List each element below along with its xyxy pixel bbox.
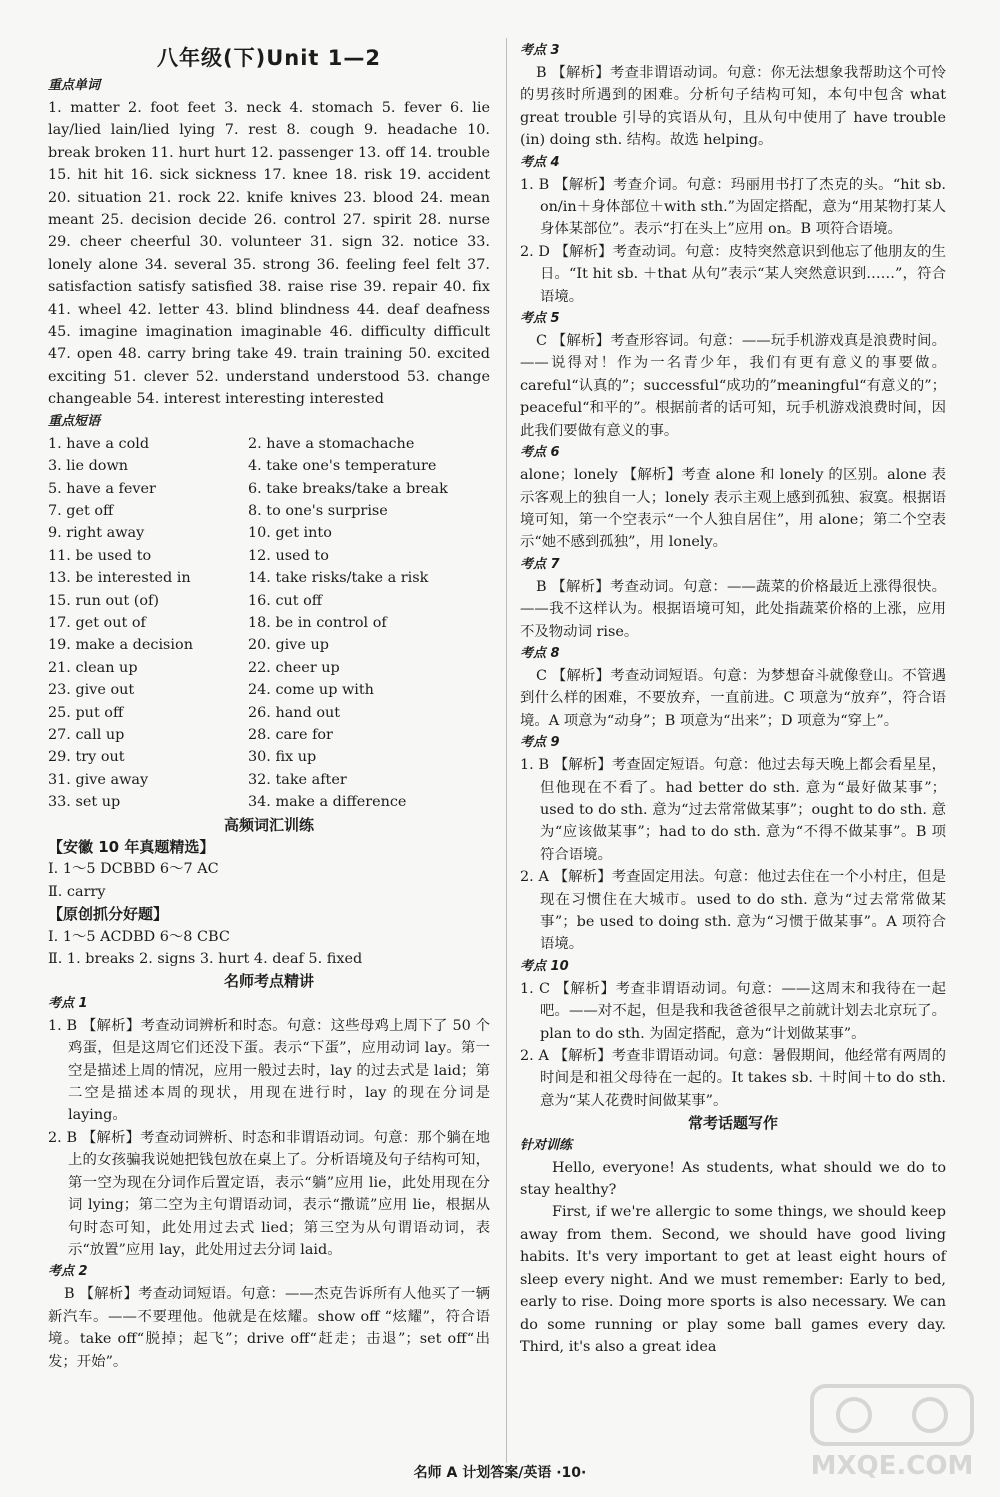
kp9-answer-2: 2. A 【解析】考查固定用法。句意：他过去住在一个小村庄，但是现在习惯住在大城市。used to do sth. 意为“过去常常做某事”；be used to doing sth. 意为“习惯于做某事”。A 项符合语境。 <box>520 869 946 953</box>
kp1-answer-2: 2. B 【解析】考查动词辨析、时态和非谓语动词。句意：那个躺在地上的女孩骗我说她把钱包放在桌上了。分析语境及句子结构可知，第一空为现在分词作后置定语，表示“躺”应用 lie，此处用现在分词 lying；第二空为主句谓语动词，表示“撒谎”应用 lie，根据从句时态可知，此处用过去式 lied；第三空为从句谓语动词，表示“放置”应用 lay，此处用过去分词 laid。 <box>48 1129 490 1258</box>
phrase-item: 23. give out <box>48 682 135 699</box>
page-title: 八年级(下)Unit 1—2 <box>157 46 381 70</box>
kp1-heading: 考点 1 <box>48 995 88 1011</box>
kp2-answer: B 【解析】考查动词短语。句意：——杰克告诉所有人他买了一辆新汽车。——不要理他。他就是在炫耀。show off “炫耀”，符合语境。take off“脱掉；起飞”；drive off“赶走；击退”；set off“出发；开始”。 <box>48 1286 490 1370</box>
watermark-logo <box>802 1378 982 1488</box>
kp7-heading: 考点 7 <box>520 556 560 572</box>
phrase-item: 24. come up with <box>248 682 374 699</box>
kp2-heading: 考点 2 <box>48 1264 88 1280</box>
kp10-answer-1: 1. C 【解析】考查非谓语动词。句意：——这周末和我待在一起吧。——对不起，但是我和我爸爸很早之前就计划去北京玩了。plan to do sth. 为固定搭配，意为“计划做某事”。 <box>520 980 946 1042</box>
phrase-item: 22. cheer up <box>248 659 340 676</box>
phrase-item: 2. have a stomachache <box>248 435 415 452</box>
column-divider <box>506 38 507 1463</box>
kp6-answer: alone；lonely 【解析】考查 alone 和 lonely 的区别。alone 表示客观上的独自一人；lonely 表示主观上感到孤独、寂寞。根据语境可知，第一个空表示“一个人独自居住”，用 alone；第二个空表示“她不感到孤独”，用 lonely。 <box>520 467 946 551</box>
watermark-text: MXQE.COM <box>810 1451 974 1481</box>
phrase-item: 16. cut off <box>248 592 323 609</box>
anhui-answer-2: Ⅱ. carry <box>48 883 106 900</box>
kp9-heading: 考点 9 <box>520 735 560 751</box>
phrase-item: 34. make a difference <box>248 794 407 811</box>
phrase-item: 9. right away <box>48 525 145 542</box>
kp9-answer-1: 1. B 【解析】考查固定短语。句意：他过去每天晚上都会看星星，但他现在不看了。had better do sth. 意为“最好做某事”；used to do sth. 意为“过去常常做某事”；ought to do sth. 意为“应该做某事”；had to do sth. 意为“不得不做某事”。B 项符合语境。 <box>520 757 946 863</box>
phrase-item: 4. take one's temperature <box>248 458 437 475</box>
phrase-item: 28. care for <box>248 726 333 743</box>
phrase-item: 13. be interested in <box>48 570 191 587</box>
orig-answer-1: Ⅰ. 1～5 ACDBD 6～8 CBC <box>48 928 230 945</box>
anhui-answer-1: Ⅰ. 1～5 DCBBD 6～7 AC <box>48 861 219 878</box>
vocab-text: 1. matter 2. foot feet 3. neck 4. stomach 5. fever 6. lie lay/lied lain/lied lying 7. rest 8. cough 9. headache 10. break broken 11. hurt hurt 12. passenger 13. off 14. trouble 15. hit hit 16. sick sickness 17. knee 18. risk 19. accident 20. situation 21. rock 22. knife knives 23. blood 24. mean meant 25. decision decide 26. control 27. spirit 28. nurse 29. cheer cheerful 30. volunteer 31. sign 32. notice 33. lonely alone 34. several 35. strong 36. feeling feel felt 37. satisfaction satisfy satisfied 38. raise rise 39. repair 40. fix 41. wheel 42. letter 43. blind blindness 44. deaf deafness 45. imagine imagination imaginable 46. difficulty difficult 47. open 48. carry bring take 49. train training 50. excited exciting 51. clever 52. understand understood 53. change changeable 54. interest interesting interested <box>48 100 490 408</box>
kp4-heading: 考点 4 <box>520 154 560 170</box>
phrase-item: 10. get into <box>248 525 332 542</box>
essay-paragraph-1: Hello, everyone! As students, what should we do to stay healthy? <box>520 1159 946 1199</box>
phrase-item: 17. get out of <box>48 614 146 631</box>
kp8-answer: C 【解析】考查动词短语。句意：为梦想奋斗就像登山。不管遇到什么样的困难，不要放弃，一直前进。C 项意为“放弃”，符合语境。A 项意为“动身”；B 项意为“出来”；D 项意为“穿上”。 <box>520 667 946 729</box>
kp6-heading: 考点 6 <box>520 445 560 461</box>
phrase-item: 19. make a decision <box>48 637 193 654</box>
right-column <box>520 40 946 1358</box>
phrase-item: 1. have a cold <box>48 435 150 452</box>
phrase-item: 7. get off <box>48 502 114 519</box>
phrase-item: 5. have a fever <box>48 480 156 497</box>
phrase-item: 18. be in control of <box>248 614 387 631</box>
phrase-item: 29. try out <box>48 749 125 766</box>
phrase-item: 15. run out (of) <box>48 592 159 609</box>
phrase-heading: 重点短语 <box>48 413 101 429</box>
phrase-item: 6. take breaks/take a break <box>248 480 448 497</box>
phrase-item: 33. set up <box>48 794 121 811</box>
left-column <box>48 42 490 1373</box>
phrase-item: 21. clean up <box>48 659 138 676</box>
phrase-item: 25. put off <box>48 704 124 721</box>
kp3-answer: B 【解析】考查非谓语动词。句意：你无法想象我帮助这个可怜的男孩时所遇到的困难。分析句子结构可知，本句中包含 what great trouble 引导的宾语从句，且从句中使用了 have trouble (in) doing sth. 结构。故选 helping。 <box>520 65 946 149</box>
phrase-item: 20. give up <box>248 637 329 654</box>
training-heading: 针对训练 <box>520 1137 573 1153</box>
phrase-item: 14. take risks/take a risk <box>248 570 429 587</box>
vocab-heading: 重点单词 <box>48 78 101 93</box>
essay-paragraph-2: First, if we're allergic to some things, we should keep away from them. Second, we should have good living habits. It's very important to get at least eight hours of sleep every night. And we must remember: Early to bed, early to rise. Doing more sports is also necessary. We can do some running or play some ball games every day. Third, it's also a great idea <box>520 1204 946 1355</box>
anhui-heading: 【安徽 10 年真题精选】 <box>48 838 215 856</box>
teacher-heading: 名师考点精讲 <box>223 972 314 991</box>
kp5-answer: C 【解析】考查形容词。句意：——玩手机游戏真是浪费时间。——说得对！作为一名青少年，我们有更有意义的事要做。careful“认真的”；successful“成功的”meaningful“有意义的”；peaceful“和平的”。根据前者的话可知，玩手机游戏浪费时间，因此我们要做有意义的事。 <box>520 333 946 439</box>
phrase-item: 26. hand out <box>248 704 341 721</box>
kp5-heading: 考点 5 <box>520 311 560 327</box>
kp10-answer-2: 2. A 【解析】考查非谓语动词。句意：暑假期间，他经常有两周的时间是和祖父母待在一起的。It takes sb. ＋时间＋to do sth. 意为“某人花费时间做某事”。 <box>520 1048 946 1109</box>
kp4-answer-2: 2. D 【解析】考查动词。句意：皮特突然意识到他忘了他朋友的生日。“It hit sb. ＋that 从句”表示“某人突然意识到……”，符合语境。 <box>520 243 946 305</box>
phrase-item: 27. call up <box>48 726 125 743</box>
kp7-answer: B 【解析】考查动词。句意：——蔬菜的价格最近上涨得很快。——我不这样认为。根据语境可知，此处指蔬菜价格的上涨，应用不及物动词 rise。 <box>520 578 946 640</box>
phrase-item: 8. to one's surprise <box>248 502 388 519</box>
kp3-heading: 考点 3 <box>520 43 560 58</box>
page-footer: 名师 A 计划答案/英语 ·10· <box>413 1465 587 1481</box>
orig-heading: 【原创抓分好题】 <box>48 905 169 924</box>
kp4-answer-1: 1. B 【解析】考查介词。句意：玛丽用书打了杰克的头。“hit sb. on/in＋身体部位＋with sth.”为固定搭配，意为“用某物打某人身体某部位”。表示“打在头上”应用 on。B 项符合语境。 <box>520 176 946 238</box>
phrase-item: 30. fix up <box>248 749 317 766</box>
hf-heading: 高频词汇训练 <box>223 815 314 834</box>
orig-answer-2: Ⅱ. 1. breaks 2. signs 3. hurt 4. deaf 5. fixed <box>48 951 363 968</box>
phrase-item: 31. give away <box>48 771 149 788</box>
kp8-heading: 考点 8 <box>520 645 560 661</box>
phrase-list <box>48 433 490 814</box>
phrase-item: 3. lie down <box>48 458 129 475</box>
phrase-item: 32. take after <box>248 771 347 788</box>
writing-heading: 常考话题写作 <box>687 1114 778 1133</box>
phrase-item: 11. be used to <box>48 547 152 564</box>
kp1-answer-1: 1. B 【解析】考查动词辨析和时态。句意：这些母鸡上周下了 50 个鸡蛋，但是这周它们还没下蛋。表示“下蛋”，应用动词 lay。第一空是描述上周的情况，应用一般过去时，lay 的过去式是 laid；第二空是描述本周的现状，用现在进行时，lay 的现在分词是 laying。 <box>48 1017 490 1124</box>
phrase-item: 12. used to <box>248 547 329 564</box>
kp10-heading: 考点 10 <box>520 958 569 974</box>
